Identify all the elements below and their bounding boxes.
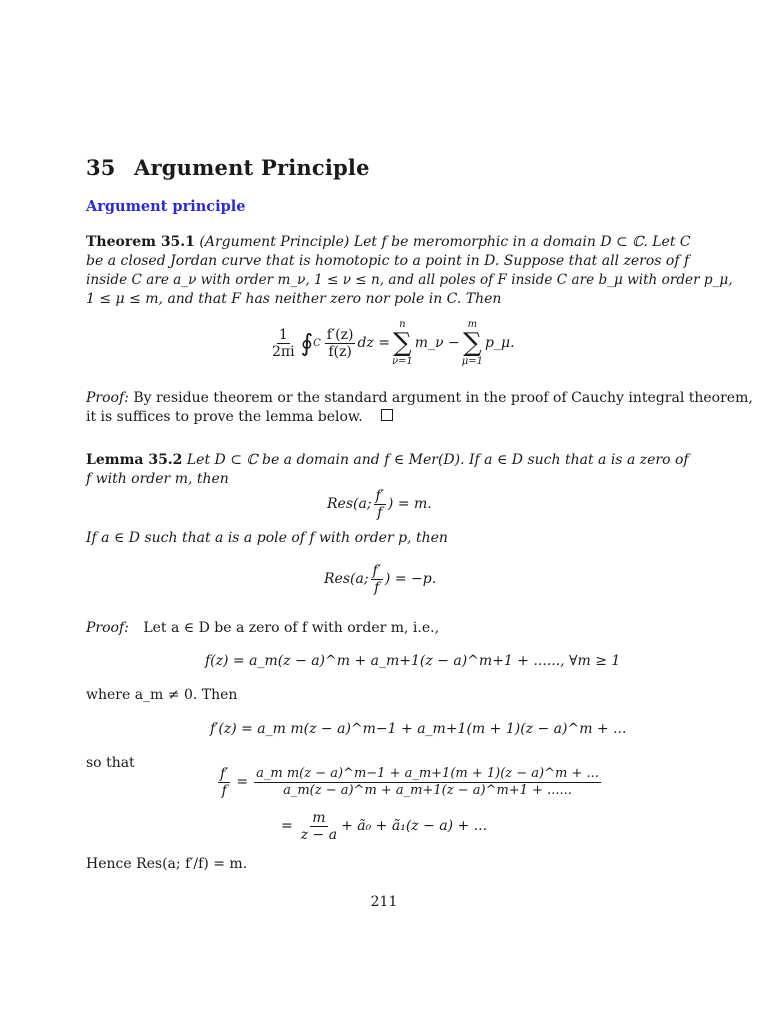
proof1-line-2 [86,408,393,427]
proof1-text-1: By residue theorem or the standard argument in the proof of Cauchy integral theorem, [133,390,753,406]
lemma-line-2: f with order m, then [86,471,229,487]
page-number: 211 [370,894,398,910]
qed-square-icon [381,409,393,421]
proof2-hence: Hence Res(a; f′/f) = m. [86,856,248,872]
theorem-line-2: be a closed Jordan curve that is homotopic to a point in D. Suppose that all zeros of f [86,253,690,269]
theorem-line-3: inside C are a_ν with order m_ν, 1 ≤ ν ≤ n, and all poles of F inside C are b_μ with order p_μ, [86,272,733,288]
proof2-label: Proof: [86,620,129,636]
theorem-line-4: 1 ≤ μ ≤ m, and that F has neither zero nor pole in C. Then [86,291,502,307]
lemma-line-3: If a ∈ D such that a is a pole of f with order p, then [86,530,448,546]
proof1-label: Proof: [86,390,129,406]
subsection-heading: Argument principle [86,198,246,215]
theorem-line-1 [86,233,691,252]
proof2-line-1 [86,619,439,638]
section-number: 35 [86,155,116,180]
section-heading [86,155,370,180]
proof1-line-1 [86,389,753,408]
theorem-label: Theorem 35.1 [86,234,195,250]
proof2-where: where a_m ≠ 0. Then [86,687,238,703]
lemma-label: Lemma 35.2 [86,452,183,468]
lemma-residue-pole: Res(a; $\frac{f'}{f}$ ) = −p. [324,562,437,596]
lemma-text-1: Let D ⊂ ℂ be a domain and f ∈ Mer(D). If a ∈ D such that a is a zero of [186,452,689,468]
section-title: Argument Principle [134,155,370,180]
ratio-equation: $\frac{f'}{f}$ = $\frac{\text{a\_m m(z − a)\textasciicircum{}m−1 + a\_m+1(m + 1)(z − a)\textasciicircum{}m + ...}}{a\_m(z - a)\^{}m + a\_m+1(z - a)\^{}m+1 + ......}$ [220,765,599,799]
proof2-so-that: so that [86,755,135,771]
equation-fprime: f′(z) = a_m m(z − a)^m−1 + a_m+1(m + 1)(z − a)^m + ... [210,721,627,737]
proof1-text-2: it is suffices to prove the lemma below. [86,409,363,425]
lemma-line-1 [86,451,689,470]
proof2-intro: Let a ∈ D be a zero of f with order m, i.e., [143,620,440,636]
lemma-residue-zero: Res(a; $\frac{f'}{f}$ ) = m. [327,487,432,521]
expansion-equation: = $\frac{m}{z - a}$ + ã₀ + ã₁(z − a) + ... [281,809,488,843]
theorem-formula: $\frac{1}{2\pi i}$ ∮ C $\frac{f'(z)}{f(z)}$ dz = n ∑ ν=1 m_ν − m ∑ μ=1 p_μ. [272,319,515,367]
theorem-text-1: (Argument Principle) Let f be meromorphic in a domain D ⊂ ℂ. Let C [199,234,691,250]
equation-f: f(z) = a_m(z − a)^m + a_m+1(z − a)^m+1 + ......, ∀m ≥ 1 [205,653,621,669]
